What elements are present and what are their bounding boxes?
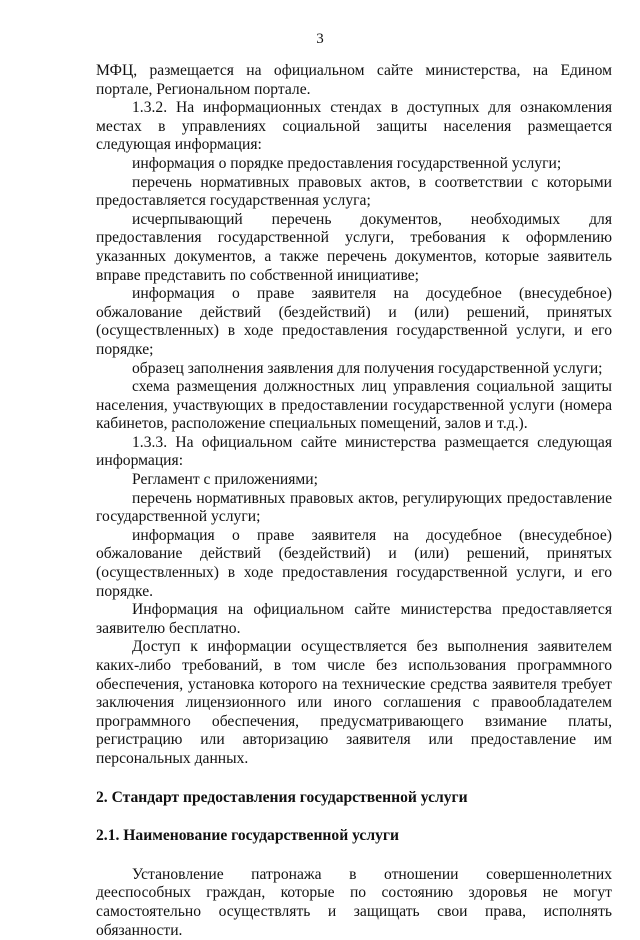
paragraph: 1.3.3. На официальном сайте министерства размещается следующая информация: xyxy=(96,433,612,470)
list-item: информация о праве заявителя на досудебное (внесудебное) обжалование действий (бездействий) и (или) решений, принятых (осуществленных) в ходе предоставления государственной услуги, и его порядке. xyxy=(96,526,612,600)
list-item: схема размещения должностных лиц управления социальной защиты населения, участвующих в предоставлении государственной услуги (номера кабинетов, расположение специальных помещений, залов и т.д.). xyxy=(96,378,612,433)
paragraph: МФЦ, размещается на официальном сайте министерства, на Едином портале, Региональном портале. xyxy=(96,62,612,98)
subsection-heading: 2.1. Наименование государственной услуги xyxy=(96,827,399,845)
page-number: 3 xyxy=(316,31,324,47)
list-item: информация о порядке предоставления государственной услуги; xyxy=(132,154,562,172)
list-item: исчерпывающий перечень документов, необходимых для предоставления государственной услуги, требования к оформлению указанных документов, а также перечень документов, которые заявитель вправе представить по собственной инициативе; xyxy=(96,210,612,284)
list-item: образец заполнения заявления для получения государственной услуги; xyxy=(132,359,603,377)
section-heading: 2. Стандарт предоставления государственной услуги xyxy=(96,788,468,806)
paragraph: Информация на официальном сайте министерства предоставляется заявителю бесплатно. xyxy=(96,601,612,637)
list-item: Регламент с приложениями; xyxy=(132,471,318,489)
paragraph: 1.3.2. На информационных стендах в доступных для ознакомления местах в управлениях социальной защиты населения размещается следующая информация: xyxy=(96,99,612,154)
list-item: перечень нормативных правовых актов, в соответствии с которыми предоставляется государственная услуга; xyxy=(96,173,612,210)
list-item: информация о праве заявителя на досудебное (внесудебное) обжалование действий (бездействий) и (или) решений, принятых (осуществленных) в ходе предоставления государственной услуги, и его порядке; xyxy=(96,285,612,358)
paragraph: Установление патронажа в отношении совершеннолетних дееспособных граждан, которые по состоянию здоровья не могут самостоятельно осуществлять и защищать свои права, исполнять обязанности. xyxy=(96,865,612,939)
paragraph: Доступ к информации осуществляется без выполнения заявителем каких-либо требований, в том числе без использования программного обеспечения, установка которого на технические средства заявителя требует заключения лицензионного или иного соглашения с правообладателем программного обеспечения, предусматривающего взимание платы, регистрацию или авторизацию заявителя или предоставление им персональных данных. xyxy=(96,638,612,767)
document-body xyxy=(96,62,612,940)
list-item: перечень нормативных правовых актов, регулирующих предоставление государственной услуги; xyxy=(96,489,612,526)
